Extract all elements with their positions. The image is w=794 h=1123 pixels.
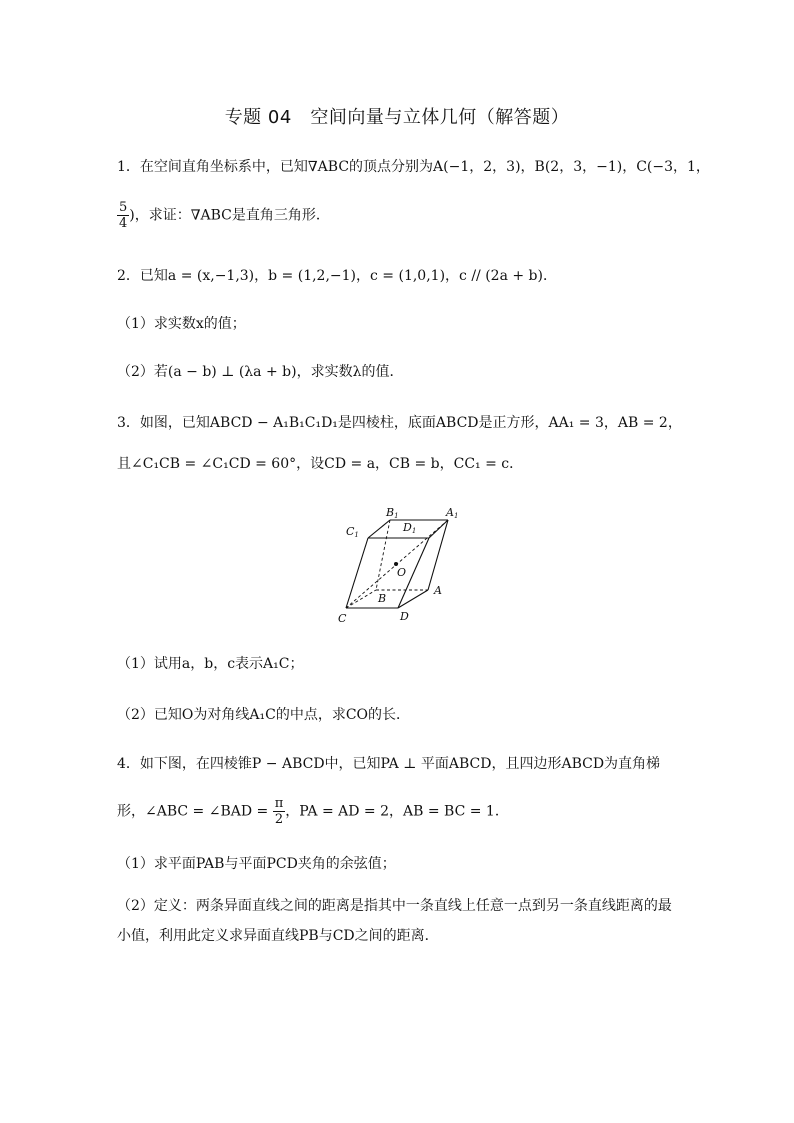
- q1-line1: 1．在空间直角坐标系中，已知∇ABC的顶点分别为A(−1，2，3)，B(2，3，−1)，C(−3，1，: [117, 159, 710, 175]
- label-a: A: [434, 584, 442, 597]
- label-b: B: [378, 592, 387, 605]
- q4-line2-pre: 形，∠ABC = ∠BAD =: [117, 803, 273, 820]
- label-c: C: [338, 612, 347, 625]
- q3-part1: （1）试用a，b，c表示A₁C；: [117, 656, 304, 672]
- page-title: 专题 04 空间向量与立体几何（解答题）: [224, 107, 570, 128]
- q4-frac-num: π: [274, 796, 284, 811]
- q4-part2-line1: （2）定义：两条异面直线之间的距离是指其中一条直线上任意一点到另一条直线距离的最: [117, 898, 672, 914]
- q1-frac-num: 5: [119, 200, 128, 215]
- edge-c1-c: [346, 538, 368, 608]
- q2-part1: （1）求实数x的值；: [117, 316, 246, 332]
- q4-line2: [117, 796, 509, 827]
- q1-line2-text: )，求证：∇ABC是直角三角形．: [129, 207, 330, 224]
- q1-frac-den: 4: [119, 216, 128, 231]
- edge-c1-b1: [368, 520, 390, 538]
- label-d: D: [400, 610, 409, 623]
- q1-line2: [117, 200, 330, 231]
- q2-stem: 2．已知a = (x,−1,3)，b = (1,2,−1)，c = (1,0,1)，c // (2a + b)．: [117, 268, 557, 284]
- q3-line2: 且∠C₁CB = ∠C₁CD = 60°，设CD = a，CB = b，CC₁ = c．: [117, 456, 524, 472]
- q4-fraction: [273, 796, 286, 827]
- q4-line1: 4．如下图，在四棱锥P − ABCD中，已知PA ⊥ 平面ABCD，且四边形ABCD为直角梯: [117, 756, 661, 772]
- label-o: O: [397, 566, 407, 579]
- prism-figure: [336, 500, 466, 628]
- q4-line2-post: ，PA = AD = 2，AB = BC = 1．: [285, 803, 509, 820]
- q3-part2: （2）已知O为对角线A₁C的中点，求CO的长．: [117, 707, 411, 723]
- q2-part2: （2）若(a − b) ⊥ (λa + b)，求实数λ的值．: [117, 364, 404, 380]
- label-d1: D1: [403, 521, 417, 535]
- edge-b1-b-hidden: [376, 520, 390, 590]
- q3-line1: 3．如图，已知ABCD − A₁B₁C₁D₁是四棱柱，底面ABCD是正方形，AA₁ = 3，AB = 2，: [117, 415, 682, 431]
- label-b1: B1: [386, 506, 399, 520]
- q1-fraction: [117, 200, 129, 231]
- label-a1: A1: [446, 506, 459, 520]
- q4-part2-line2: 小值，利用此定义求异面直线PB与CD之间的距离．: [117, 928, 439, 944]
- edge-a1-a: [428, 520, 448, 590]
- label-c1: C1: [346, 525, 359, 539]
- q4-part1: （1）求平面PAB与平面PCD夹角的余弦值；: [117, 856, 396, 872]
- q4-frac-den: 2: [274, 812, 284, 827]
